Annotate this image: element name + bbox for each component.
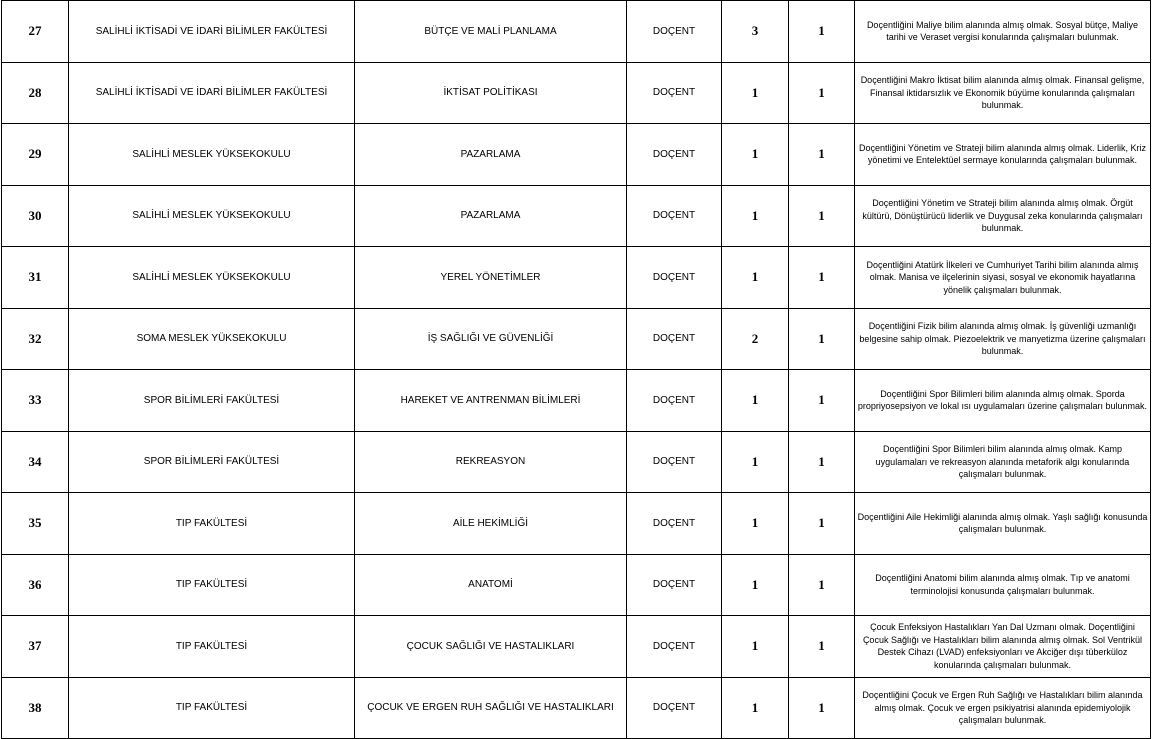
title-cell: DOÇENT [627, 431, 722, 493]
degree-cell: 1 [722, 677, 789, 739]
table-row [2, 124, 1151, 186]
faculty-cell: SOMA MESLEK YÜKSEKOKULU [69, 308, 355, 370]
count-cell: 1 [789, 62, 855, 124]
count-cell: 1 [789, 308, 855, 370]
table-row [2, 616, 1151, 678]
count-cell: 1 [789, 431, 855, 493]
title-cell: DOÇENT [627, 677, 722, 739]
requirement-cell: Doçentliğini Yönetim ve Strateji bilim alanında almış olmak. Örgüt kültürü, Dönüştürücü liderlik ve Duygusal zeka konularında çalışmaları bulunmak. [855, 185, 1151, 247]
title-cell: DOÇENT [627, 370, 722, 432]
faculty-cell: SALİHLİ İKTİSADİ VE İDARİ BİLİMLER FAKÜLTESİ [69, 62, 355, 124]
row-number: 37 [2, 616, 69, 678]
department-cell: PAZARLAMA [355, 124, 627, 186]
title-cell: DOÇENT [627, 308, 722, 370]
table-row [2, 370, 1151, 432]
title-cell: DOÇENT [627, 1, 722, 63]
row-number: 36 [2, 554, 69, 616]
row-number: 29 [2, 124, 69, 186]
title-cell: DOÇENT [627, 554, 722, 616]
department-cell: İŞ SAĞLIĞI VE GÜVENLİĞİ [355, 308, 627, 370]
department-cell: İKTİSAT POLİTİKASI [355, 62, 627, 124]
table-body [2, 1, 1151, 739]
count-cell: 1 [789, 185, 855, 247]
row-number: 27 [2, 1, 69, 63]
faculty-cell: SPOR BİLİMLERİ FAKÜLTESİ [69, 370, 355, 432]
faculty-cell: TIP FAKÜLTESİ [69, 493, 355, 555]
faculty-cell: SALİHLİ İKTİSADİ VE İDARİ BİLİMLER FAKÜLTESİ [69, 1, 355, 63]
count-cell: 1 [789, 677, 855, 739]
faculty-cell: TIP FAKÜLTESİ [69, 616, 355, 678]
row-number: 33 [2, 370, 69, 432]
requirement-cell: Çocuk Enfeksiyon Hastalıkları Yan Dal Uzmanı olmak. Doçentliğini Çocuk Sağlığı ve Hastalıkları bilim alanında almış olmak. Sol Ventrikül Destek Cihazı (LVAD) enfeksiyonları ve Akciğer dışı tüberküloz konularında çalışmaları bulunmak. [855, 616, 1151, 678]
requirement-cell: Doçentliğini Yönetim ve Strateji bilim alanında almış olmak. Liderlik, Kriz yönetimi ve Entelektüel sermaye konularında çalışmaları bulunmak. [855, 124, 1151, 186]
table-row [2, 62, 1151, 124]
row-number: 32 [2, 308, 69, 370]
faculty-cell: SALİHLİ MESLEK YÜKSEKOKULU [69, 247, 355, 309]
title-cell: DOÇENT [627, 247, 722, 309]
count-cell: 1 [789, 247, 855, 309]
faculty-cell: TIP FAKÜLTESİ [69, 554, 355, 616]
title-cell: DOÇENT [627, 616, 722, 678]
requirement-cell: Doçentliğini Makro İktisat bilim alanında almış olmak. Finansal gelişme, Finansal iktidarsızlık ve Ekonomik büyüme konularında çalışmaları bulunmak. [855, 62, 1151, 124]
degree-cell: 1 [722, 247, 789, 309]
degree-cell: 1 [722, 616, 789, 678]
requirement-cell: Doçentliğini Spor Bilimleri bilim alanında almış olmak. Sporda propriyosepsiyon ve lokal ısı uygulamaları üzerine çalışmaları bulunmak. [855, 370, 1151, 432]
department-cell: AİLE HEKİMLİĞİ [355, 493, 627, 555]
row-number: 38 [2, 677, 69, 739]
table-row [2, 1, 1151, 63]
faculty-cell: TIP FAKÜLTESİ [69, 677, 355, 739]
degree-cell: 1 [722, 124, 789, 186]
count-cell: 1 [789, 554, 855, 616]
faculty-cell: SALİHLİ MESLEK YÜKSEKOKULU [69, 185, 355, 247]
row-number: 31 [2, 247, 69, 309]
department-cell: ANATOMİ [355, 554, 627, 616]
degree-cell: 2 [722, 308, 789, 370]
row-number: 34 [2, 431, 69, 493]
table-row [2, 554, 1151, 616]
title-cell: DOÇENT [627, 124, 722, 186]
department-cell: BÜTÇE VE MALİ PLANLAMA [355, 1, 627, 63]
department-cell: PAZARLAMA [355, 185, 627, 247]
degree-cell: 1 [722, 493, 789, 555]
row-number: 35 [2, 493, 69, 555]
requirement-cell: Doçentliğini Çocuk ve Ergen Ruh Sağlığı ve Hastalıkları bilim alanında almış olmak. Çocuk ve ergen psikiyatrisi alanında epidemiyolojik çalışmaları bulunmak. [855, 677, 1151, 739]
requirement-cell: Doçentliğini Maliye bilim alanında almış olmak. Sosyal bütçe, Maliye tarihi ve Veraset vergisi konularında çalışmaları bulunmak. [855, 1, 1151, 63]
count-cell: 1 [789, 1, 855, 63]
count-cell: 1 [789, 124, 855, 186]
degree-cell: 1 [722, 185, 789, 247]
count-cell: 1 [789, 370, 855, 432]
table-row [2, 308, 1151, 370]
table-row [2, 677, 1151, 739]
requirement-cell: Doçentliğini Atatürk İlkeleri ve Cumhuriyet Tarihi bilim alanında almış olmak. Manisa ve ilçelerinin siyasi, sosyal ve ekonomik hayatlarına yönelik çalışmaları bulunmak. [855, 247, 1151, 309]
requirement-cell: Doçentliğini Aile Hekimliği alanında almış olmak. Yaşlı sağlığı konusunda çalışmaları bulunmak. [855, 493, 1151, 555]
degree-cell: 1 [722, 431, 789, 493]
table-row [2, 431, 1151, 493]
department-cell: ÇOCUK VE ERGEN RUH SAĞLIĞI VE HASTALIKLARI [355, 677, 627, 739]
count-cell: 1 [789, 616, 855, 678]
degree-cell: 3 [722, 1, 789, 63]
row-number: 28 [2, 62, 69, 124]
department-cell: ÇOCUK SAĞLIĞI VE HASTALIKLARI [355, 616, 627, 678]
faculty-cell: SPOR BİLİMLERİ FAKÜLTESİ [69, 431, 355, 493]
table-row [2, 247, 1151, 309]
degree-cell: 1 [722, 370, 789, 432]
title-cell: DOÇENT [627, 493, 722, 555]
department-cell: YEREL YÖNETİMLER [355, 247, 627, 309]
title-cell: DOÇENT [627, 62, 722, 124]
requirement-cell: Doçentliğini Fizik bilim alanında almış olmak. İş güvenliği uzmanlığı belgesine sahip olmak. Piezoelektrik ve manyetizma üzerine çalışmaları bulunmak. [855, 308, 1151, 370]
faculty-cell: SALİHLİ MESLEK YÜKSEKOKULU [69, 124, 355, 186]
department-cell: REKREASYON [355, 431, 627, 493]
requirement-cell: Doçentliğini Spor Bilimleri bilim alanında almış olmak. Kamp uygulamaları ve rekreasyon alanında metaforik algı konularında çalışmaları bulunmak. [855, 431, 1151, 493]
degree-cell: 1 [722, 554, 789, 616]
table-row [2, 493, 1151, 555]
positions-table [1, 0, 1151, 739]
table-row [2, 185, 1151, 247]
row-number: 30 [2, 185, 69, 247]
department-cell: HAREKET VE ANTRENMAN BİLİMLERİ [355, 370, 627, 432]
title-cell: DOÇENT [627, 185, 722, 247]
degree-cell: 1 [722, 62, 789, 124]
count-cell: 1 [789, 493, 855, 555]
requirement-cell: Doçentliğini Anatomi bilim alanında almış olmak. Tıp ve anatomi terminolojisi konusunda çalışmaları bulunmak. [855, 554, 1151, 616]
